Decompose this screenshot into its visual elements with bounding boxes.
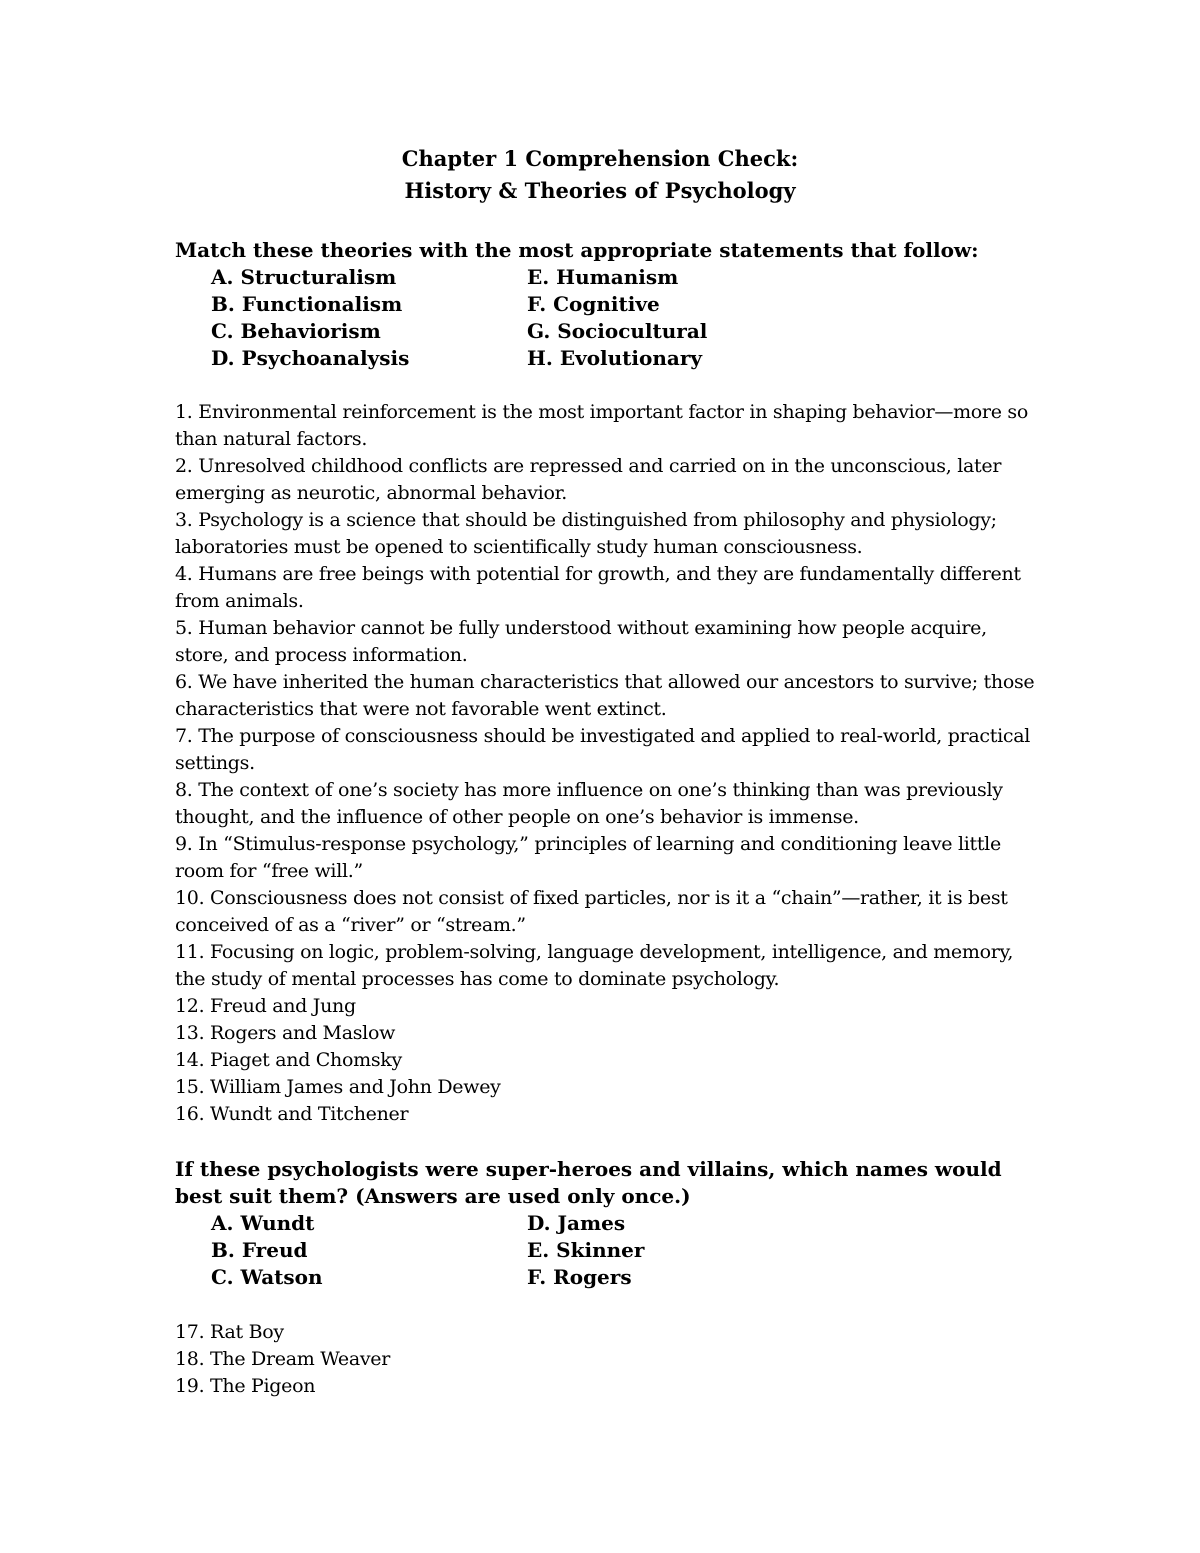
option-psychoanalysis: D. Psychoanalysis	[211, 346, 410, 370]
statement-item-4: 4. Humans are free beings with potential for growth, and they are fundamentally different from animals.	[175, 563, 1021, 612]
statement-item-1: 1. Environmental reinforcement is the most important factor in shaping behavior—more so than natural factors.	[175, 401, 1028, 450]
statement-item-10: 10. Consciousness does not consist of fixed particles, nor is it a “chain”—rather, it is best conceived of as a “river” or “stream.”	[175, 887, 1008, 936]
statement-item-3: 3. Psychology is a science that should be distinguished from philosophy and physiology; laboratories must be opened to scientifically study human consciousness.	[175, 509, 997, 558]
section-psychologists	[175, 1156, 1045, 1291]
section-2-prompt: If these psychologists were super-heroes and villains, which names would best suit them? (Answers are used only once.)	[175, 1157, 1002, 1208]
statement-item-15: 15. William James and John Dewey	[175, 1076, 501, 1098]
nickname-list	[175, 1319, 1045, 1400]
nickname-item-18: 18. The Dream Weaver	[175, 1348, 391, 1370]
option-freud: B. Freud	[211, 1238, 308, 1262]
statement-item-5: 5. Human behavior cannot be fully understood without examining how people acquire, store, and process information.	[175, 617, 987, 666]
statement-list	[175, 399, 1045, 1128]
option-evolutionary: H. Evolutionary	[527, 346, 702, 370]
option-sociocultural: G. Sociocultural	[527, 319, 708, 343]
statement-item-2: 2. Unresolved childhood conflicts are repressed and carried on in the unconscious, later emerging as neurotic, abnormal behavior.	[175, 455, 1002, 504]
page-title	[0, 143, 1200, 207]
statement-item-13: 13. Rogers and Maslow	[175, 1022, 396, 1044]
section-1-prompt: Match these theories with the most appropriate statements that follow:	[175, 238, 979, 262]
statement-item-11: 11. Focusing on logic, problem-solving, language development, intelligence, and memory, the study of mental processes has come to dominate psychology.	[175, 941, 1014, 990]
option-structuralism: A. Structuralism	[211, 265, 397, 289]
title-line-2: History & Theories of Psychology	[404, 178, 796, 203]
option-wundt: A. Wundt	[211, 1211, 315, 1235]
option-james: D. James	[527, 1211, 626, 1235]
nickname-item-19: 19. The Pigeon	[175, 1375, 316, 1397]
section-nicknames	[175, 1319, 1045, 1400]
title-line-1: Chapter 1 Comprehension Check:	[401, 146, 799, 171]
statement-item-7: 7. The purpose of consciousness should be investigated and applied to real-world, practical settings.	[175, 725, 1030, 774]
option-behaviorism: C. Behaviorism	[211, 319, 381, 343]
statement-item-6: 6. We have inherited the human characteristics that allowed our ancestors to survive; those characteristics that were not favorable went extinct.	[175, 671, 1035, 720]
statement-item-14: 14. Piaget and Chomsky	[175, 1049, 402, 1071]
theory-options	[211, 264, 1045, 372]
statement-item-9: 9. In “Stimulus-response psychology,” principles of learning and conditioning leave little room for “free will.”	[175, 833, 1001, 882]
option-skinner: E. Skinner	[527, 1238, 645, 1262]
section-statements	[175, 399, 1045, 1128]
option-watson: C. Watson	[211, 1265, 323, 1289]
option-functionalism: B. Functionalism	[211, 292, 403, 316]
option-rogers: F. Rogers	[527, 1265, 632, 1289]
option-cognitive: F. Cognitive	[527, 292, 660, 316]
section-theories	[175, 237, 1045, 372]
statement-item-16: 16. Wundt and Titchener	[175, 1103, 409, 1125]
option-humanism: E. Humanism	[527, 265, 679, 289]
statement-item-8: 8. The context of one’s society has more influence on one’s thinking than was previously thought, and the influence of other people on one’s behavior is immense.	[175, 779, 1003, 828]
nickname-item-17: 17. Rat Boy	[175, 1321, 284, 1343]
statement-item-12: 12. Freud and Jung	[175, 995, 356, 1017]
psychologist-options	[211, 1210, 1045, 1291]
